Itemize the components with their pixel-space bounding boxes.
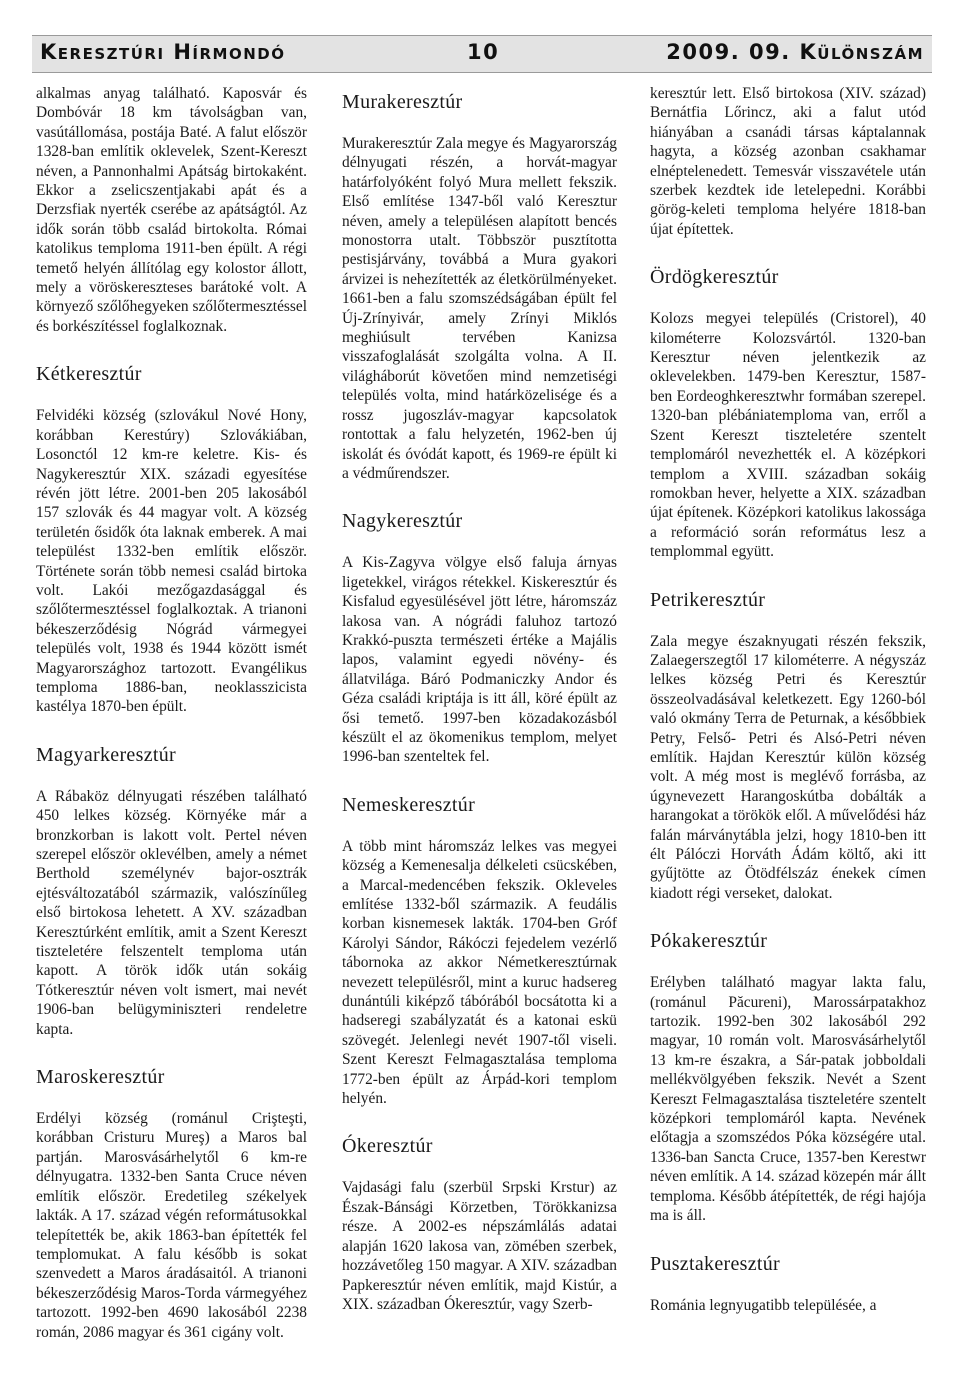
section-title-ketkeresztur: Kétkeresztúr xyxy=(36,363,142,386)
section-title-nagykeresztur: Nagykeresztúr xyxy=(342,510,463,533)
section-text-nemeskeresztur: A több mint háromszáz lelkes vas megyei község a Kemenesalja délkeleti csücskében, a Marcal-medencében fekszik. Okleveles említése 1332-ből származik. A feudális korban kisnemesek lakták. 1704-ben Gróf Károlyi Sándor, Rákóczi fejedelem vezérlő tábornoka az akkor Németkeresztúrnak nevezett településről, mint a kuruc hadsereg dunántúli kiképző tábórából bocsátotta ki a hadseregi szabályzatát és a katonai eskü szövegét. Jelenlegi nevét 1907-től viseli. Szent Kereszt Felmagasztalása temploma 1772-ben épült az Árpád-kori templom helyén. xyxy=(342,837,617,1108)
article-continuation: alkalmas anyag található. Kaposvár és Dombóvár 18 km távolságban van, vasútállomása, postája Baté. A falut először 1328-ban említik oklevelek, Szent-Kereszt néven, a Pannonhalmi Apátság birtokaként. Ekkor a zselicszentjakabi apát és a Derzsfiak nyerték cserébe az apátságtól. Az idők során több család birtokolta. Római katolikus temploma 1911-ben épült. A régi temető helyén állítólag egy kolostor állott, mely a vöröskereszteses barátoké volt. A környező szőlőhegyeken szőlőtermesztéssel és borkészítéssel foglalkoznak. xyxy=(36,85,307,335)
newspaper-title: Keresztúri Hírmondó xyxy=(40,40,286,64)
section-text-ordogkeresztur: Kolozs megyei település (Cristorel), 40 kilométerre Kolozsvártól. 1320-ban Keresztur néven jelentkezik az oklevelekben. 1479-ben Keresztur, 1587-ben Eordeoghkeresztwhr formában szerepel. 1320-ban plébániatemploma van, erről a Szent Kereszt tiszteletére szentelt templomáról nevezhették el. A középkori templom a XVIII. században sokáig romokban hever, helyette a XIX. században újat építenek. Középkori katolikus lakossága a reformáció során református lesz a templommal együtt. xyxy=(650,310,926,561)
column-2 xyxy=(342,84,617,1314)
section-title-murakeresztur: Murakeresztúr xyxy=(342,91,463,113)
section-title-magyarkeresztur: Magyarkeresztúr xyxy=(36,743,176,766)
section-title-okeresztur: Ókeresztúr xyxy=(342,1135,433,1158)
section-text-petrikeresztur: Zala megye északnyugati részén fekszik, Zalaegerszegtől 17 kilométerre. A négyszáz lelkes község Petri és Keresztúr összeolvadásával keletkezett. Egy 1260-ból való okmány Terra de Peturnak, a későbbiek Petry, Felső- Petri és Alsó-Petri néven említik. Hajdan Keresztúr külön község volt. A még most is meglévő forrásba, az úgynevezett Harangoskútba dobálták a harangokat a törökök elől. A művelődési ház falán márványtábla jelzi, hogy 1810-ben itt élt Pálóczi Horváth Ádám költő, aki itt gyűjtötte az Ötödfélszáz énekek címen kiadott régi verseket, dalokat. xyxy=(650,632,926,902)
section-title-pokakeresztur: Pókakeresztúr xyxy=(650,930,768,953)
section-title-petrikeresztur: Petrikeresztúr xyxy=(650,588,766,611)
section-text-pusztakeresztur: Románia legnyugatibb településée, a xyxy=(650,1296,877,1314)
section-title-maroskeresztur: Maroskeresztúr xyxy=(36,1066,165,1089)
issue-date: 2009. 09. Különszám xyxy=(666,40,924,64)
section-text-pokakeresztur: Erélyben található magyar lakta falu, (románul Păcureni), Marossárpatakhoz tartozik. 1992-ben 302 lakosából 292 magyar, 10 román volt. Marosvásárhelytől 13 km-re északra, a Sár-patak jobboldali mellékvölgyében fekszik. Nevét a Szent Kereszt Felmagasztalása tiszteletére szentelt középkori templomáról kapta. Nevének előtagja a szomszédos Póka községére utal. 1336-ban Sancta Cruce, 1357-ben Kerestwr néven említik. A 14. század közepén már állt temploma. Később átépítették, de régi hajója ma is áll. xyxy=(650,974,926,1225)
section-text-okeresztur: Vajdasági falu (szerbül Srpski Krstur) az Észak-Bánsági Körzetben, Törökkanizsa része. A 2002-es népszámlálás adatai alapján 1620 lakosa van, zömében szerbek, hozzávetőleg 150 magyar. A XIV. században Papkeresztúr néven említik, majd Kistúr, a XIX. században Ókeresztúr, vagy Szerb- xyxy=(342,1179,617,1313)
section-text-maroskeresztur: Erdélyi község (románul Crişteşti, korábban Cristuru Mureş) a Maros bal partján. Marosvásárhelytől 6 km-re délnyugatra. 1332-ben Santa Cruce néven említik először. Eredetileg székelyek lakták. A 17. század végén reformátusokkal telepítették be, akik 1863-ban építették fel templomukat. A falu később is sokat szenvedett a Maros áradásaitól. A trianoni békeszerződésig Maros-Torda vármegyéhez tartozott. 1992-ben 4690 lakosából 2238 román, 2086 magyar és 361 cigány volt. xyxy=(36,1110,307,1341)
section-text-ketkeresztur: Felvidéki község (szlovákul Nové Hony, korábban Kerestúry) Szlovákiában, Losonctól 12 km-re keletre. Kis- és Nagykeresztúr XIX. századi egyesítése révén jött létre. 2001-ben 205 lakosából 157 szlovák és 44 magyar volt. A község területén ősidők óta laknak emberek. A mai települést 1332-ben említik először. Története során több nemesi család birtoka volt. Lakói mezőgazdasággal és szőlőtermesztéssel foglalkoztak. A trianoni békeszerződésig Nógrád vármegyei település volt, 1938 és 1944 között ismét Magyarországhoz tartozott. Evangélikus temploma 1886-ban, neoklasszicista kastélya 1870-ben épült. xyxy=(36,407,307,716)
section-title-ordogkeresztur: Ördögkeresztúr xyxy=(650,266,779,289)
article-continuation: keresztúr lett. Első birtokosa (XIV. század) Bernátfia Lőrincz, aki a falut utód hiányában a csanádi társas káptalannak hagyta, a község azonban csakhamar elnéptelenedett. Temesvár visszavétele után szerbek kezdtek ide letelepedni. Korábbi görög-keleti temploma helyére 1818-ban újat építettek. xyxy=(650,85,926,238)
section-text-magyarkeresztur: A Rábaköz délnyugati részében található 450 lelkes község. Környéke már a bronzkorban is lakott volt. Pertel néven szerepel először oklevélben, amely a német Berthold személynév bajor-osztrák ejtésváltozatából származik, valószínűleg első birtokosa lehetett. A XV. században Keresztúrként említik, amit a Szent Kereszt tiszteletére felszentelt temploma után kapott. A török idők után sokáig Tótkeresztúr néven volt ismert, mai nevét 1906-ban belügyminiszteri rendeletre kapta. xyxy=(36,787,307,1038)
section-title-nemeskeresztur: Nemeskeresztúr xyxy=(342,793,476,816)
section-title-pusztakeresztur: Pusztakeresztúr xyxy=(650,1252,781,1275)
section-text-murakeresztur: Murakeresztúr Zala megye és Magyarország délnyugati részén, a horvát-magyar határfolyóként folyó Mura mellett fekszik. Első említése 1347-ből való Keresztur néven, amely a településen alapított bencés monostorra utalt. Többször pusztította pestisjárvány, továbbá a Mura gyakori árvizei is nehezítették az életkörülményeket. 1661-ben a falu szomszédságában épült fel Új-Zrínyivár, amely Zrínyi Miklós meghiúsult tervében Kanizsa visszafoglalását szolgálta volna. A II. világháborút követően mind nemzetiségi település volta, mind határközelisége és a rossz jugoszláv-magyar kapcsolatok rontottak a falu helyzetén, 1962-ben új iskolát és óvódát kapott, és 1969-re épült ki a védműrendszer. xyxy=(342,135,617,482)
column-3 xyxy=(650,84,926,1315)
section-text-nagykeresztur: A Kis-Zagyva völgye első faluja árnyas ligetekkel, virágos rétekkel. Kiskeresztúr és Kisfalud egyesülésével jött létre, háromszáz lakosa van. A nógrádi faluhoz tartozó Krakkó-puszta természeti értéke a Majális lapos, valamint egyedi növény- és állatvilága. Báró Podmaniczky Andor és Géza családi kriptája is itt áll, köré épült az ősi temető. 1997-ben közadakozásból készült el az ökomenikus templom, melyet 1996-ban szenteltek fel. xyxy=(342,554,617,766)
column-1 xyxy=(36,84,307,1342)
page-header xyxy=(32,35,932,73)
page-number: 10 xyxy=(467,40,500,64)
